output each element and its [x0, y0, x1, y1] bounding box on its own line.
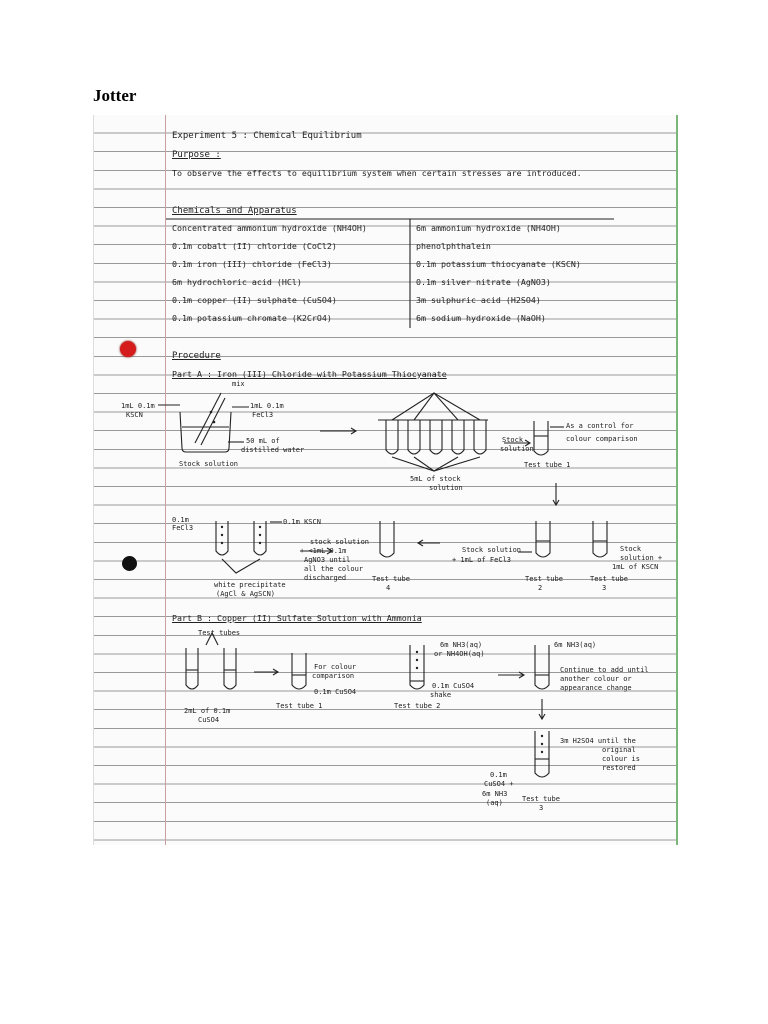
- continue-label-3: appearance change: [560, 684, 632, 692]
- chemical-right-2: phenolphthalein: [416, 241, 491, 251]
- nh3-label-1: 6m NH3(aq): [440, 641, 483, 649]
- fecl3-label-2: FeCl3: [252, 411, 274, 419]
- h2so4-label-4: restored: [602, 764, 636, 772]
- nh3-label-2: or NH4OH(aq): [434, 650, 485, 658]
- for-colour-label-2: comparison: [312, 672, 355, 680]
- chemical-left-2: 0.1m cobalt (II) chloride (CoCl2): [172, 241, 337, 251]
- continue-label-1: Continue to add until: [560, 666, 649, 674]
- agno3-label-2: + <1mL 0.1m: [300, 547, 347, 555]
- chemicals-heading: Chemicals and Apparatus: [172, 206, 297, 216]
- continue-label-2: another colour or: [560, 675, 632, 683]
- mix-label: mix: [232, 380, 245, 388]
- kscn-small-label: 0.1m KSCN: [283, 518, 321, 526]
- chemical-right-6: 6m sodium hydroxide (NaOH): [416, 313, 546, 323]
- kscn-add-label-2: solution +: [620, 554, 663, 562]
- fecl3-add-label-2: + 1mL of FeCl3: [452, 556, 512, 564]
- fecl3-small-label-2: FeCl3: [172, 524, 194, 532]
- test-tube-4-label-1: Test tube: [372, 575, 410, 583]
- notebook-page: [93, 115, 678, 845]
- agno3-label-3: AgNO3 until: [304, 556, 351, 564]
- h2so4-label-1: 3m H2SO4 until the: [560, 737, 636, 745]
- chemical-left-6: 0.1m potassium chromate (K2CrO4): [172, 313, 332, 323]
- chemical-right-3: 0.1m potassium thiocyanate (KSCN): [416, 259, 581, 269]
- test-tube-1-label: Test tube 1: [524, 461, 571, 469]
- water-label-1: 50 mL of: [246, 437, 280, 445]
- mix-label-4: (aq): [486, 799, 503, 807]
- test-tube-3-label-2: 3: [602, 584, 607, 592]
- fecl3-small-label-1: 0.1m: [172, 516, 189, 524]
- row-two-tubes-drawing: [216, 521, 607, 573]
- part-b-heading: Part B : Copper (II) Sulfate Solution with Ammonia: [172, 613, 422, 623]
- h2so4-label-2: original: [602, 746, 636, 754]
- part-b-test-tube-2-label: Test tube 2: [394, 702, 441, 710]
- stock-label-1: Stock: [502, 436, 524, 444]
- part-b-test-tube-3-label-1: Test tube: [522, 795, 560, 803]
- chemical-right-1: 6m ammonium hydroxide (NH4OH): [416, 223, 561, 233]
- for-colour-label-1: For colour: [314, 663, 357, 671]
- kscn-label-1: 1mL 0.1m: [121, 402, 155, 410]
- cuso4-small-label: 0.1m CuSO4: [314, 688, 357, 696]
- five-ml-label-1: 5mL of stock: [410, 475, 461, 483]
- stock-label-2: solution: [500, 445, 534, 453]
- chemicals-table-lines: [166, 219, 614, 328]
- part-a-heading: Part A : Iron (III) Chloride with Potassium Thiocyanate: [172, 369, 447, 379]
- agno3-label-5: discharged: [304, 574, 347, 582]
- test-tube-2-label-2: 2: [538, 584, 543, 592]
- white-ppt-label-2: (AgCl & AgSCN): [216, 590, 276, 598]
- cuso4-label-1: 2mL of 0.1m: [184, 707, 231, 715]
- experiment-title: Experiment 5 : Chemical Equilibrium: [172, 131, 362, 141]
- stock-solution-label: Stock solution: [179, 460, 239, 468]
- five-ml-label-2: solution: [429, 484, 463, 492]
- four-test-tubes-drawing: [378, 393, 564, 471]
- agno3-label-4: all the colour: [304, 565, 364, 573]
- chemical-left-4: 6m hydrochloric acid (HCl): [172, 277, 302, 287]
- kscn-add-label-1: Stock: [620, 545, 642, 553]
- part-b-test-tube-1-label: Test tube 1: [276, 702, 323, 710]
- water-label-2: distilled water: [241, 446, 305, 454]
- test-tube-4-label-2: 4: [386, 584, 391, 592]
- chemical-left-5: 0.1m copper (II) sulphate (CuSO4): [172, 295, 337, 305]
- chemical-right-4: 0.1m silver nitrate (AgNO3): [416, 277, 551, 287]
- part-b-test-tube-3-label-2: 3: [539, 804, 544, 812]
- kscn-add-label-3: 1mL of KSCN: [612, 563, 659, 571]
- procedure-heading: Procedure: [172, 351, 221, 361]
- purpose-heading: Purpose :: [172, 150, 221, 160]
- mix-label-1: 0.1m: [490, 771, 507, 779]
- beaker-drawing: [158, 393, 249, 452]
- cuso4-label-b2: 0.1m CuSO4: [432, 682, 475, 690]
- chemical-left-1: Concentrated ammonium hydroxide (NH4OH): [172, 223, 367, 233]
- fecl3-label-1: 1mL 0.1m: [250, 402, 284, 410]
- mix-label-2: CuSO4 +: [484, 780, 514, 788]
- test-tube-2-label-1: Test tube: [525, 575, 563, 583]
- white-ppt-label-1: white precipitate: [214, 581, 286, 589]
- chemical-left-3: 0.1m iron (III) chloride (FeCl3): [172, 259, 332, 269]
- test-tubes-label: Test tubes: [198, 629, 241, 637]
- control-label-1: As a control for: [566, 422, 634, 430]
- mix-label-3: 6m NH3: [482, 790, 508, 798]
- fecl3-add-label-1: Stock solution: [462, 546, 522, 554]
- test-tube-3-label-1: Test tube: [590, 575, 628, 583]
- kscn-label-2: KSCN: [126, 411, 143, 419]
- shake-label: shake: [430, 691, 452, 699]
- chemical-right-5: 3m sulphuric acid (H2SO4): [416, 295, 541, 305]
- control-label-2: colour comparison: [566, 435, 638, 443]
- page-title: Jotter: [93, 86, 137, 105]
- nh3-small-label: 6m NH3(aq): [554, 641, 597, 649]
- cuso4-label-2: CuSO4: [198, 716, 220, 724]
- part-b-tubes-drawing: [186, 633, 549, 777]
- h2so4-label-3: colour is: [602, 755, 640, 763]
- purpose-text: To observe the effects to equilibrium system when certain stresses are introduced.: [172, 168, 582, 178]
- agno3-label-1: stock solution: [310, 538, 370, 546]
